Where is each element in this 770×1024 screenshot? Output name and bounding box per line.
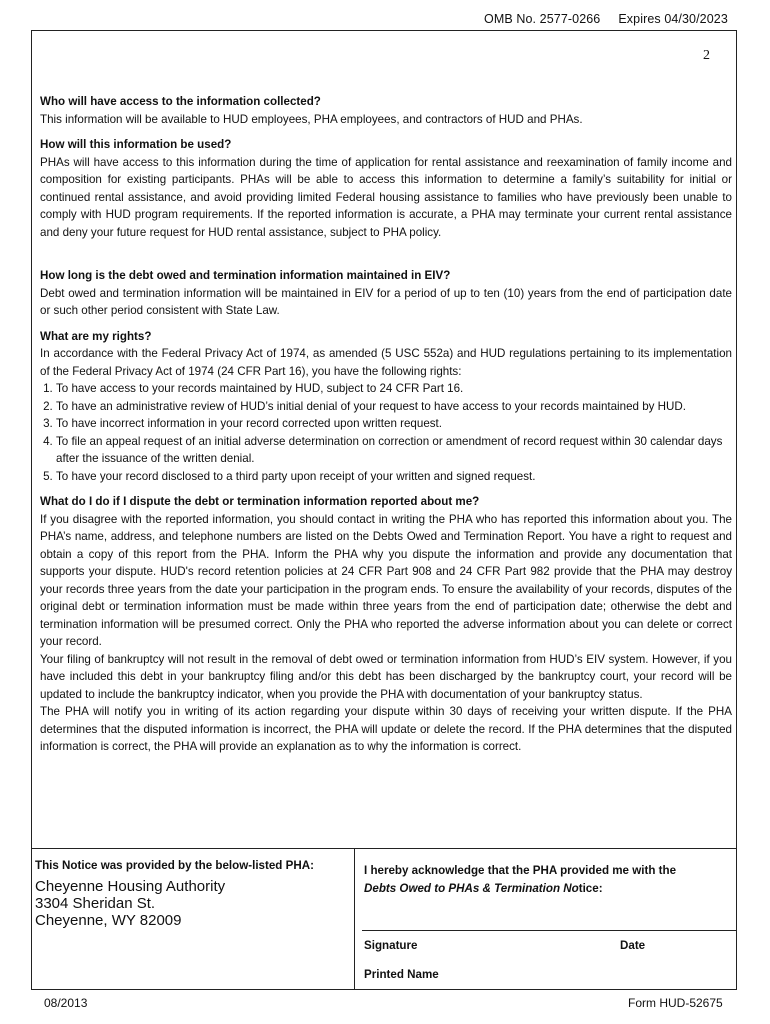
rights-item: 3. To have incorrect information in your record corrected upon written request. — [56, 415, 732, 433]
section-heading: How long is the debt owed and termination information maintained in EIV? — [40, 269, 451, 282]
section-access — [40, 93, 732, 128]
notice-body — [40, 93, 732, 764]
printed-name-label: Printed Name — [364, 968, 439, 981]
notification-paragraph: The PHA will notify you in writing of its action regarding your dispute within 30 days of receiving your written dispute. If the PHA determines that the disputed information is incorrect, the PHA will update or delete the record. If the PHA determines that the disputed information is correct, the PHA will provide an explanation as to why the information is correct. — [40, 705, 732, 753]
section-rights — [40, 328, 732, 486]
pha-address-line2: Cheyenne, WY 82009 — [35, 912, 182, 929]
form-revision-date: 08/2013 — [44, 996, 88, 1010]
expiration-date: Expires 04/30/2023 — [618, 12, 728, 26]
omb-number: OMB No. 2577-0266 — [484, 12, 601, 26]
acknowledgement-text — [364, 862, 676, 897]
section-text: Debt owed and termination information will be maintained in EIV for a period of up to ten (10) years from the end of participation date or such other period consistent with State Law. — [40, 286, 732, 317]
section-dispute — [40, 493, 732, 756]
date-label: Date — [620, 939, 646, 952]
rights-list — [40, 380, 732, 485]
pha-name: Cheyenne Housing Authority — [35, 878, 226, 895]
section-usage — [40, 136, 732, 241]
dispute-paragraph: If you disagree with the reported information, you should contact in writing the PHA who has reported this information about you. The PHA’s name, address, and telephone numbers are listed on the Debts Owed and Termination Report. You have a right to request and obtain a copy of this report from the PHA. Inform the PHA why you dispute the information and provide any documentation that supports your dispute. HUD's record retention policies at 24 CFR Part 908 and 24 CFR Part 982 provide that the PHA may destroy your records three years from the date your participation in the program ends. To ensure the availability of your records, disputes of the original debt or termination information must be made within three years from the end of participation date; otherwise the debt and termination information will be presumed correct. Only the PHA who reported the adverse information about you can delete or correct your record. — [40, 512, 732, 648]
signature-block-divider — [354, 848, 355, 990]
acknowledgement-line2 — [364, 880, 676, 898]
form-header — [484, 12, 728, 26]
acknowledgement-line1: I hereby acknowledge that the PHA provided me with the — [364, 864, 677, 877]
section-heading: Who will have access to the information collected? — [40, 95, 321, 108]
section-text: This information will be available to HUD employees, PHA employees, and contractors of HUD and PHAs. — [40, 112, 583, 126]
rights-item: 1. To have access to your records maintained by HUD, subject to 24 CFR Part 16. — [56, 380, 732, 398]
signature-line — [362, 930, 736, 931]
section-heading: How will this information be used? — [40, 138, 232, 151]
signature-label: Signature — [364, 939, 418, 952]
rights-item: 4. To file an appeal request of an initial adverse determination on correction or amendment of record request within 30 calendar days after the issuance of the written denial. — [56, 433, 732, 468]
form-number: Form HUD-52675 — [628, 996, 723, 1010]
rights-item: 2. To have an administrative review of HUD’s initial denial of your request to have access to your records maintained by HUD. — [56, 398, 732, 416]
section-heading: What are my rights? — [40, 329, 152, 343]
rights-item: 5. To have your record disclosed to a third party upon receipt of your written and signed request. — [56, 468, 732, 486]
page-number: 2 — [703, 48, 710, 63]
notice-title-italic: Debts Owed to PHAs & Termination No — [364, 881, 579, 895]
pha-address-line1: 3304 Sheridan St. — [35, 895, 156, 912]
notice-title-rest: tice: — [578, 881, 603, 895]
signature-block-border — [31, 848, 737, 849]
section-retention — [40, 267, 732, 320]
section-heading: What do I do if I dispute the debt or termination information reported about me? — [40, 495, 480, 508]
rights-intro: In accordance with the Federal Privacy Act of 1974, as amended (5 USC 552a) and HUD regulations pertaining to its implementation of the Federal Privacy Act of 1974 (24 CFR Part 16), you have the following rights: — [40, 347, 732, 378]
section-text: PHAs will have access to this information during the time of application for rental assistance and reexamination of family income and composition for existing participants. PHAs will be able to access this information to determine a family’s suitability for initial or continued rental assistance, and avoid providing limited Federal housing assistance to families who have previously been unable to comply with HUD program requirements. If the reported information is accurate, a PHA may terminate your current rental assistance and deny your future request for HUD rental assistance, subject to PHA policy. — [40, 155, 732, 239]
notice-provided-by-label: This Notice was provided by the below-listed PHA: — [35, 859, 314, 872]
pha-contact-block — [35, 878, 225, 929]
bankruptcy-paragraph: Your filing of bankruptcy will not result in the removal of debt owed or termination information from HUD’s EIV system. However, if you have included this debt in your bankruptcy filing and/or this debt has been discharged by the bankruptcy court, your record will be updated to include the bankruptcy indicator, when you provide the PHA with documentation of your bankruptcy status. — [40, 652, 732, 701]
